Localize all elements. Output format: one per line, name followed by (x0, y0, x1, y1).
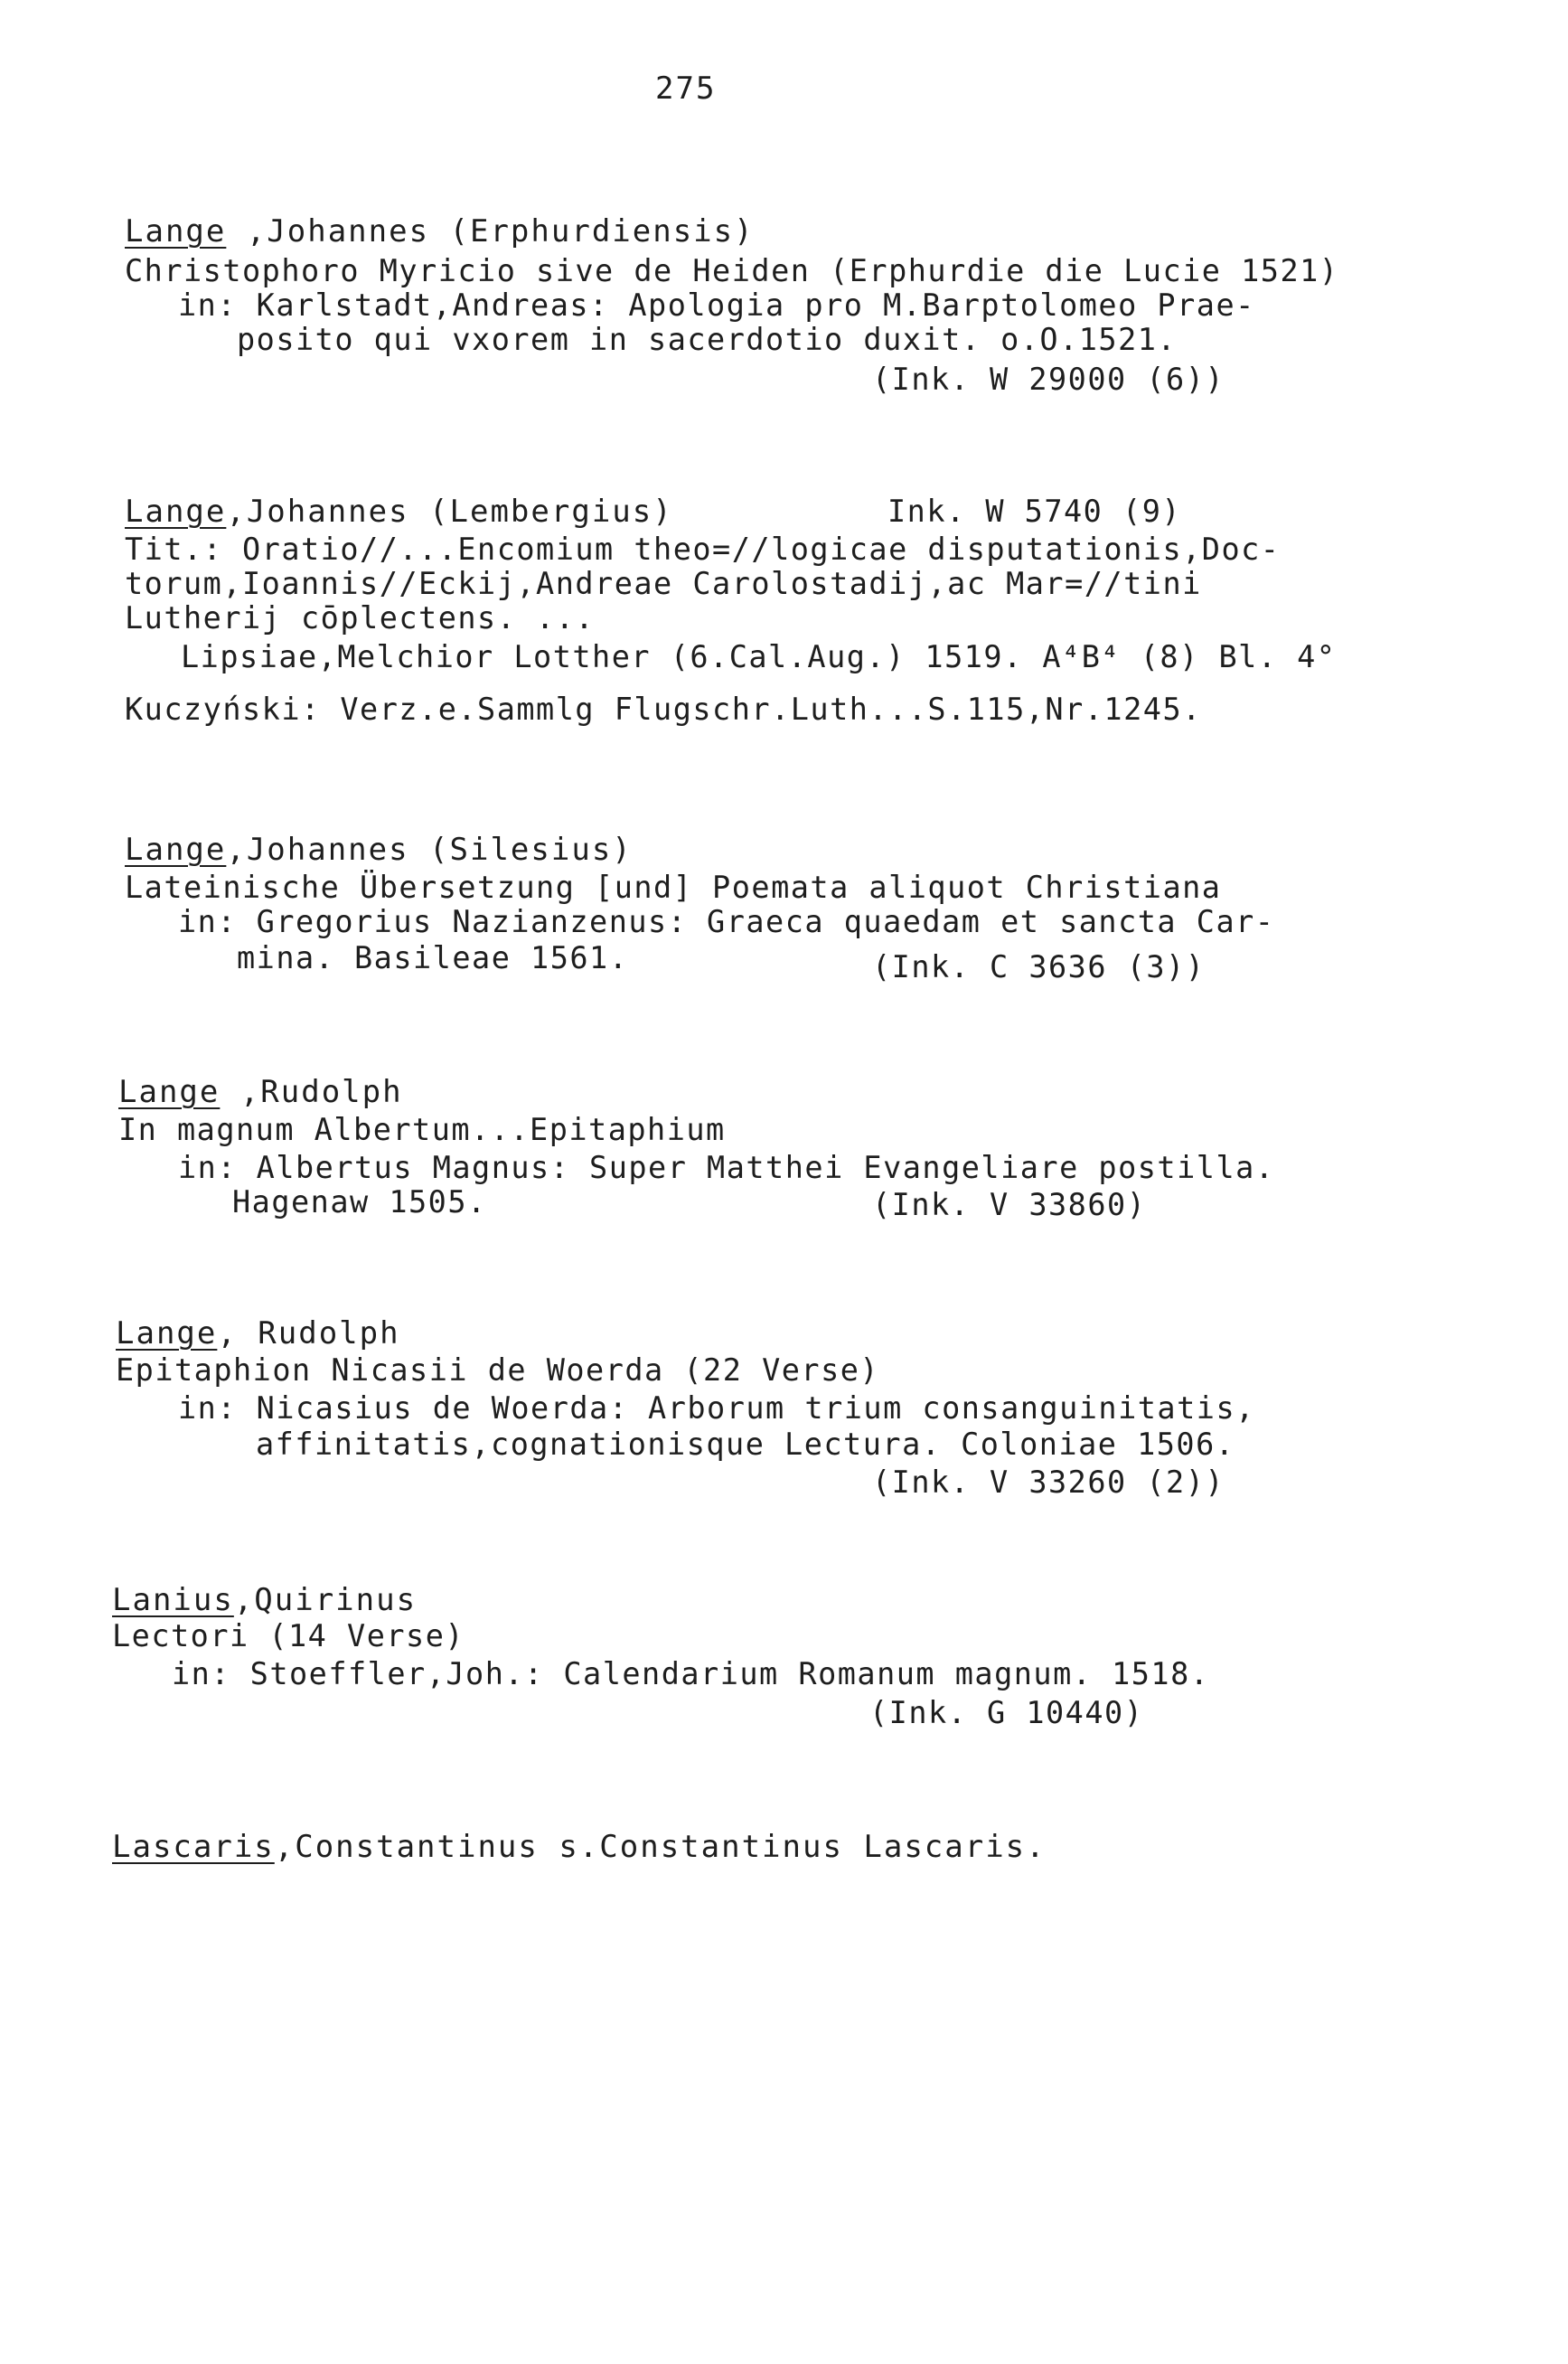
entry-shelfmark: (Ink. V 33260 (2)) (872, 1465, 1225, 1500)
entry-surname: Lange (125, 494, 227, 530)
entry-heading (125, 494, 673, 530)
entry-title: Lateinische Übersetzung [und] Poemata aliquot Christiana (125, 870, 1222, 905)
entry-forename: ,Johannes (Silesius) (226, 832, 633, 868)
entry-source-cont: posito qui vxorem in sacerdotio duxit. o.O.1521. (237, 322, 1178, 357)
entry-source-cont: Hagenaw 1505. (232, 1184, 487, 1220)
entry-heading (112, 1829, 1047, 1865)
entry-reference: Kuczyński: Verz.e.Sammlg Flugschr.Luth...S.115,Nr.1245. (125, 692, 1202, 727)
entry-source: in: Stoeffler,Joh.: Calendarium Romanum magnum. 1518. (172, 1656, 1210, 1691)
entry-surname: Lange (118, 1074, 221, 1110)
entry-imprint: Lipsiae,Melchior Lotther (6.Cal.Aug.) 1519. A⁴B⁴ (8) Bl. 4° (181, 639, 1337, 674)
entry-title: Lectori (14 Verse) (112, 1618, 465, 1653)
entry-heading (112, 1582, 417, 1618)
entry-surname: Lange (116, 1315, 218, 1352)
page-number: 275 (655, 71, 717, 107)
entry-title: Epitaphion Nicasii de Woerda (22 Verse) (116, 1352, 880, 1388)
entry-forename: ,Quirinus (233, 1582, 418, 1618)
entry-source-cont: mina. Basileae 1561. (237, 940, 629, 975)
entry-surname: Lange (125, 832, 227, 868)
entry-surname: Lascaris (112, 1829, 275, 1865)
entry-heading (125, 832, 633, 868)
entry-title: In magnum Albertum...Epitaphium (118, 1112, 726, 1147)
entry-forename: , Rudolph (217, 1315, 400, 1352)
entry-forename: ,Rudolph (220, 1074, 403, 1110)
entry-surname: Lanius (112, 1582, 234, 1618)
entry-source: in: Karlstadt,Andreas: Apologia pro M.Barptolomeo Prae- (178, 287, 1255, 323)
entry-source: in: Gregorius Nazianzenus: Graeca quaedam et sancta Car- (178, 904, 1275, 939)
entry-heading (125, 213, 755, 250)
entry-surname: Lange (125, 213, 227, 250)
entry-title-cont: torum,Ioannis//Eckij,Andreae Carolostadij,ac Mar=//tini (125, 566, 1202, 601)
entry-title: Tit.: Oratio//...Encomium theo=//logicae disputationis,Doc- (125, 532, 1281, 567)
entry-source: in: Albertus Magnus: Super Matthei Evangeliare postilla. (178, 1150, 1275, 1185)
entry-heading (116, 1315, 400, 1352)
entry-forename: ,Johannes (Erphurdiensis) (226, 213, 755, 250)
entry-title-cont: Lutherij cōplectens. ... (125, 600, 596, 636)
entry-shelfmark: (Ink. G 10440) (869, 1695, 1144, 1730)
entry-shelfmark: (Ink. V 33860) (872, 1187, 1147, 1222)
entry-shelfmark: (Ink. W 29000 (6)) (872, 362, 1225, 397)
entry-title: Christophoro Myricio sive de Heiden (Erphurdie die Lucie 1521) (125, 253, 1339, 288)
entry-source-cont: affinitatis,cognationisque Lectura. Coloniae 1506. (256, 1427, 1235, 1462)
entry-forename: ,Johannes (Lembergius) (226, 494, 673, 530)
entry-source: in: Nicasius de Woerda: Arborum trium consanguinitatis, (178, 1390, 1255, 1426)
entry-cross-reference: ,Constantinus s.Constantinus Lascaris. (274, 1829, 1047, 1865)
entry-shelfmark: Ink. W 5740 (9) (887, 494, 1182, 529)
entry-shelfmark: (Ink. C 3636 (3)) (872, 949, 1206, 984)
entry-heading (118, 1074, 403, 1110)
